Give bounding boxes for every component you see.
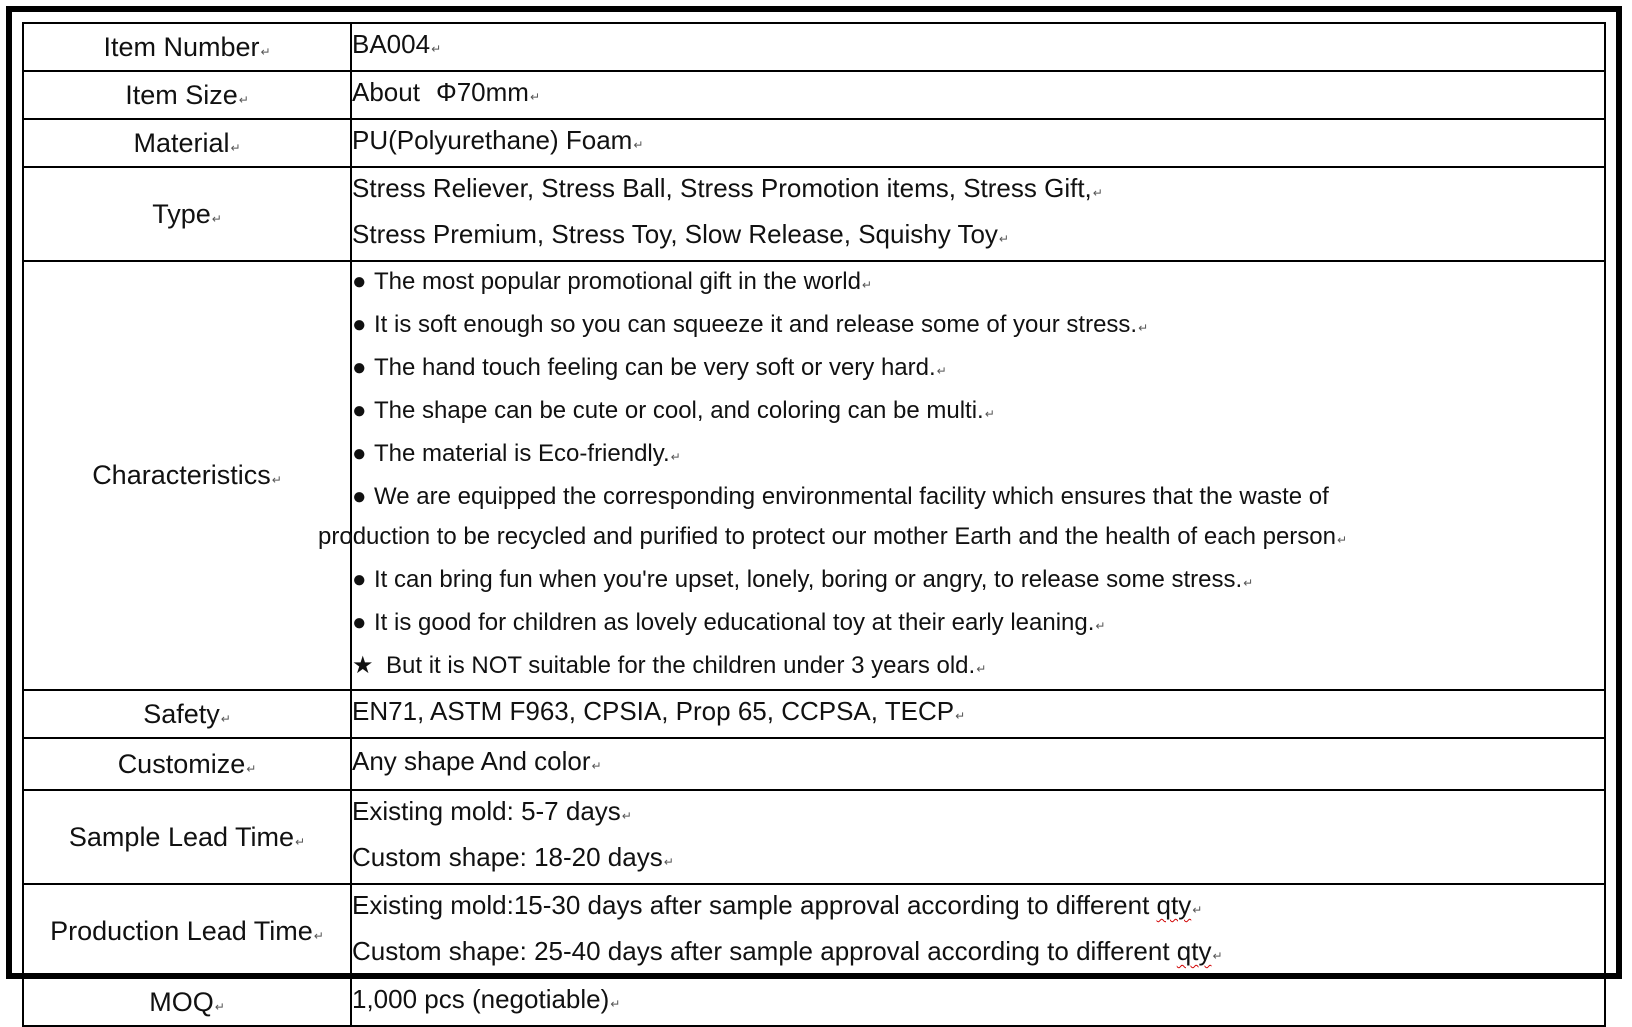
table-row [23,261,1605,690]
bullet-icon: ● [352,440,367,467]
list-item: ● The shape can be cute or cool, and coloring can be multi.↵ [352,391,1604,434]
row-value-moq: 1,000 pcs (negotiable)↵ [351,978,1605,1026]
bullet-icon: ● [352,311,367,338]
list-item: ● The most popular promotional gift in the world↵ [352,262,1604,305]
bullet-icon: ● [352,354,367,381]
table-row [23,884,1605,978]
row-label-item-size: Item Size↵ [23,71,351,119]
list-item: ● It can bring fun when you're upset, lonely, boring or angry, to release some stress.↵ [352,560,1604,603]
bullet-icon: ● [352,397,367,424]
row-value-safety: EN71, ASTM F963, CPSIA, Prop 65, CCPSA, TECP↵ [351,690,1605,738]
table-row [23,790,1605,884]
row-value-material: PU(Polyurethane) Foam↵ [351,119,1605,167]
bullet-icon: ● [352,483,367,510]
row-value-type: Stress Reliever, Stress Ball, Stress Promotion items, Stress Gift,↵ Stress Premium, Stress Toy, Slow Release, Squishy Toy↵ [351,167,1605,261]
list-item: ● The material is Eco-friendly.↵ [352,434,1604,477]
table-row [23,119,1605,167]
bullet-icon: ● [352,566,367,593]
row-label-material: Material↵ [23,119,351,167]
table-row [23,71,1605,119]
row-value-production-lead-time: Existing mold:15-30 days after sample approval according to different qty↵ Custom shape: 25-40 days after sample approval according to different qty↵ [351,884,1605,978]
row-label-safety: Safety↵ [23,690,351,738]
row-label-type: Type↵ [23,167,351,261]
spellcheck-underline: qty [1156,890,1192,920]
list-item: ● It is good for children as lovely educational toy at their early leaning.↵ [352,603,1604,646]
bullet-icon: ● [352,609,367,636]
table-row [23,167,1605,261]
list-item: ● We are equipped the corresponding environmental facility which ensures that the waste of [352,477,1604,517]
row-label-characteristics: Characteristics↵ [23,261,351,690]
row-value-customize: Any shape And color↵ [351,738,1605,790]
row-value-item-number: BA004↵ [351,23,1605,71]
row-label-moq: MOQ↵ [23,978,351,1026]
row-value-sample-lead-time: Existing mold: 5-7 days↵ Custom shape: 18-20 days↵ [351,790,1605,884]
row-label-customize: Customize↵ [23,738,351,790]
bullet-icon: ● [352,268,367,295]
row-label-sample-lead-time: Sample Lead Time↵ [23,790,351,884]
table-row [23,23,1605,71]
list-item: ● The hand touch feeling can be very soft or very hard.↵ [352,348,1604,391]
row-label-production-lead-time: Production Lead Time↵ [23,884,351,978]
spellcheck-underline: qty [1176,936,1212,966]
table-row [23,738,1605,790]
product-spec-table [22,22,1606,1027]
list-item-warning: ★ But it is NOT suitable for the children under 3 years old.↵ [352,646,1604,689]
row-value-item-size: About Φ70mm↵ [351,71,1605,119]
paragraph-mark: ↵ [260,44,271,59]
row-label-item-number: Item Number↵ [23,23,351,71]
star-icon: ★ [352,652,374,679]
table-frame [6,6,1622,1017]
table-row [23,690,1605,738]
table-row [23,978,1605,1026]
list-item-continuation: production to be recycled and purified to protect our mother Earth and the health of each person↵ [318,523,1348,550]
list-item: ● It is soft enough so you can squeeze it and release some of your stress.↵ [352,305,1604,348]
row-value-characteristics [318,261,1605,690]
